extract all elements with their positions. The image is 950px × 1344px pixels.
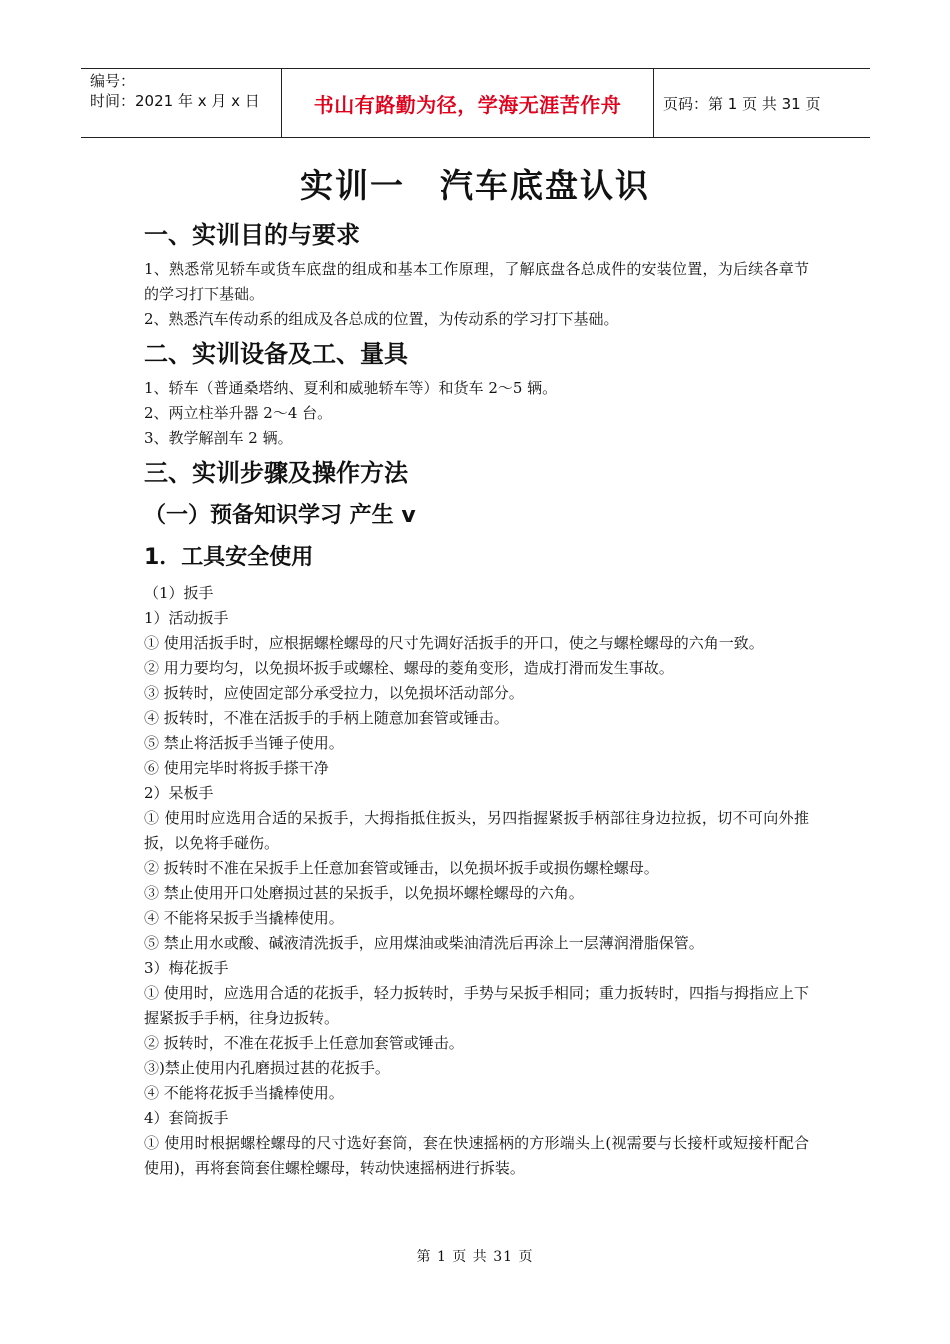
header-page-cell [654,69,870,137]
page-footer: 第 1 页 共 31 页 [416,1249,534,1265]
list-item: 2）呆板手 [144,784,214,802]
subsection-heading: 1．工具安全使用 [144,545,314,570]
code-label: 编号： [90,72,136,90]
list-item: ② 扳转时不准在呆扳手上任意加套管或锤击，以免损坏扳手或损伤螺栓螺母。 [144,859,659,877]
list-item: ① 使用时，应选用合适的花扳手，轻力扳转时，手势与呆扳手相同；重力扳转时，四指与拇指应上下握紧扳手手柄，往身边扳转。 [144,984,809,1027]
list-item: ④ 不能将呆扳手当撬棒使用。 [144,909,344,927]
date-label: 时间：2021 年 x 月 x 日 [90,92,260,110]
list-item: 1）活动扳手 [144,609,229,627]
paragraph: 2、熟悉汽车传动系的组成及各总成的位置，为传动系的学习打下基础。 [144,310,619,328]
list-item: ③ 扳转时，应使固定部分承受拉力，以免损坏活动部分。 [144,684,524,702]
list-item: ① 使用活扳手时，应根据螺栓螺母的尺寸先调好活扳手的开口，使之与螺栓螺母的六角一致。 [144,634,764,652]
instruction-list [144,581,809,1181]
list-item: ③)禁止使用内孔磨损过甚的花扳手。 [144,1059,390,1077]
list-item: ① 使用时根据螺栓螺母的尺寸选好套筒，套在快速摇柄的方形端头上(视需要与长接杆或短接杆配合使用)，再将套筒套住螺栓螺母，转动快速摇柄进行拆装。 [144,1134,809,1177]
list-item: 4）套筒扳手 [144,1109,229,1127]
list-item: 3）梅花扳手 [144,959,229,977]
subsection-heading: （一）预备知识学习 产生 v [144,503,416,528]
section-heading-2: 二、实训设备及工、量具 [144,340,408,368]
list-item: ⑥ 使用完毕时将扳手搽干净 [144,759,329,777]
paragraph: 2、两立柱举升器 2～4 台。 [144,404,333,422]
page-title: 实训一 汽车底盘认识 [300,166,650,205]
list-item: ④ 扳转时，不准在活扳手的手柄上随意加套管或锤击。 [144,709,509,727]
list-item: ⑤ 禁止将活扳手当锤子使用。 [144,734,344,752]
document-header [81,68,870,138]
section-heading-1: 一、实训目的与要求 [144,221,360,249]
page-info: 页码：第 1 页 共 31 页 [663,94,821,113]
motto-text: 书山有路勤为径，学海无涯苦作舟 [313,92,622,117]
list-item: ④ 不能将花扳手当撬棒使用。 [144,1084,344,1102]
section-heading-3: 三、实训步骤及操作方法 [144,459,408,487]
paragraph: 1、熟悉常见轿车或货车底盘的组成和基本工作原理，了解底盘各总成件的安装位置，为后续各章节的学习打下基础。 [144,260,809,303]
paragraph: 3、教学解剖车 2 辆。 [144,429,293,447]
list-item: ② 扳转时，不准在花扳手上任意加套管或锤击。 [144,1034,464,1052]
header-meta [81,69,281,137]
paragraph: 1、轿车（普通桑塔纳、夏利和威驰轿车等）和货车 2～5 辆。 [144,379,558,397]
list-item: ① 使用时应选用合适的呆扳手，大拇指抵住扳头，另四指握紧扳手柄部往身边拉扳，切不可向外推扳，以免将手碰伤。 [144,809,809,852]
document-body [144,213,809,1181]
list-item: （1）扳手 [144,584,214,602]
list-item: ③ 禁止使用开口处磨损过甚的呆扳手，以免损坏螺栓螺母的六角。 [144,884,584,902]
header-motto-cell [281,69,654,137]
list-item: ⑤ 禁止用水或酸、碱液清洗扳手，应用煤油或柴油清洗后再涂上一层薄润滑脂保管。 [144,934,704,952]
list-item: ② 用力要均匀，以免损坏扳手或螺栓、螺母的菱角变形，造成打滑而发生事故。 [144,659,674,677]
